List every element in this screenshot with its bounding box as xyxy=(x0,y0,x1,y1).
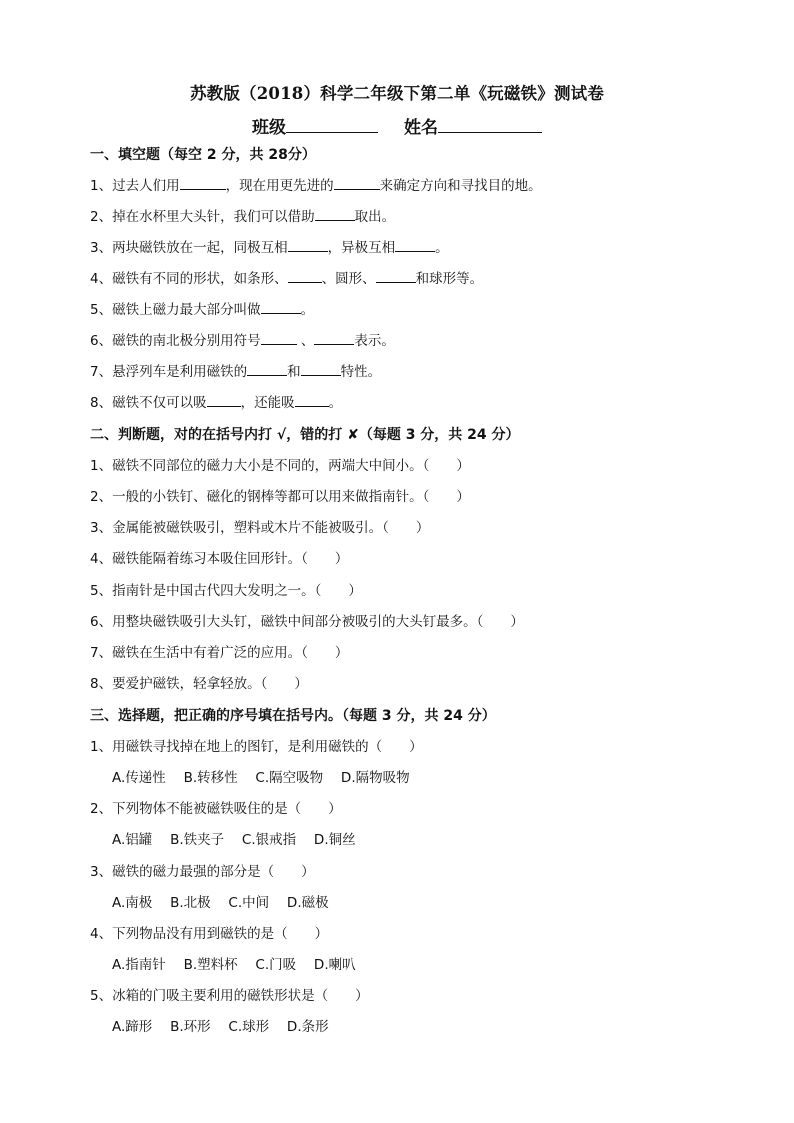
section3-heading: 三、选择题，把正确的序号填在括号内。（每题 3 分，共 24 分） xyxy=(90,708,496,724)
answer-blank xyxy=(288,239,328,252)
section1-heading: 一、填空题（每空 2 分，共 28分） xyxy=(90,147,316,163)
answer-blank xyxy=(180,177,226,190)
fill-question-8: 8、磁铁不仅可以吸 ，还能吸 。 xyxy=(90,395,343,411)
fill-question-7: 7、悬浮列车是利用磁铁的 和 特性。 xyxy=(90,364,382,380)
answer-blank xyxy=(261,301,301,314)
fill-question-1: 1、过去人们用 ，现在用更先进的 来确定方向和寻找目的地。 xyxy=(90,178,542,194)
choice-options-3: A.南极 B.北极 C.中间 D.磁极 xyxy=(112,895,329,911)
answer-blank xyxy=(295,394,329,407)
class-label: 班级 xyxy=(252,118,286,138)
fill-question-2: 2、掉在水杯里大头针，我们可以借助 取出。 xyxy=(90,209,396,225)
class-blank xyxy=(286,116,378,133)
choice-options-5: A.蹄形 B.环形 C.球形 D.条形 xyxy=(112,1019,329,1035)
answer-blank xyxy=(288,270,322,283)
answer-blank xyxy=(207,394,241,407)
fill-question-5: 5、磁铁上磁力最大部分叫做 。 xyxy=(90,302,315,318)
answer-blank xyxy=(314,332,354,345)
choice-options-4: A.指南针 B.塑料杯 C.门吸 D.喇叭 xyxy=(112,957,356,973)
fill-question-4: 4、磁铁有不同的形状，如条形、 、圆形、 和球形等。 xyxy=(90,271,484,287)
answer-blank xyxy=(376,270,416,283)
judge-question-2: 2、一般的小铁钉、磁化的钢棒等都可以用来做指南针。（ ） xyxy=(90,489,470,505)
judge-question-1: 1、磁铁不同部位的磁力大小是不同的，两端大中间小。（ ） xyxy=(90,458,470,474)
name-blank xyxy=(438,116,542,133)
judge-question-8: 8、要爱护磁铁，轻拿轻放。（ ） xyxy=(90,676,308,692)
choice-options-1: A.传递性 B.转移性 C.隔空吸物 D.隔物吸物 xyxy=(112,770,410,786)
judge-question-5: 5、指南针是中国古代四大发明之一。（ ） xyxy=(90,583,362,599)
choice-question-4: 4、下列物品没有用到磁铁的是（ ） xyxy=(90,926,329,942)
name-label: 姓名 xyxy=(404,118,438,138)
section2-heading: 二、判断题，对的在括号内打 √，错的打 ✘（每题 3 分，共 24 分） xyxy=(90,427,520,443)
fill-question-6: 6、磁铁的南北极分别用符号 、 表示。 xyxy=(90,333,395,349)
answer-blank xyxy=(261,332,297,345)
judge-question-3: 3、金属能被磁铁吸引，塑料或木片不能被吸引。（ ） xyxy=(90,520,430,536)
choice-options-2: A.铝罐 B.铁夹子 C.银戒指 D.铜丝 xyxy=(112,832,356,848)
judge-question-6: 6、用整块磁铁吸引大头钉，磁铁中间部分被吸引的大头钉最多。（ ） xyxy=(90,614,524,630)
choice-question-1: 1、用磁铁寻找掉在地上的图钉，是利用磁铁的（ ） xyxy=(90,739,423,755)
answer-blank xyxy=(301,363,341,376)
choice-question-5: 5、冰箱的门吸主要利用的磁铁形状是（ ） xyxy=(90,988,369,1004)
fill-question-3: 3、两块磁铁放在一起，同极互相 ，异极互相 。 xyxy=(90,240,449,256)
exam-title: 苏教版（2018）科学二年级下第二单《玩磁铁》测试卷 xyxy=(189,84,605,103)
answer-blank xyxy=(395,239,435,252)
judge-question-4: 4、磁铁能隔着练习本吸住回形针。（ ） xyxy=(90,551,349,567)
judge-question-7: 7、磁铁在生活中有着广泛的应用。（ ） xyxy=(90,645,349,661)
answer-blank xyxy=(315,208,355,221)
choice-question-2: 2、下列物体不能被磁铁吸住的是（ ） xyxy=(90,801,342,817)
choice-question-3: 3、磁铁的磁力最强的部分是（ ） xyxy=(90,864,315,880)
answer-blank xyxy=(247,363,287,376)
class-name-line xyxy=(0,113,794,138)
answer-blank xyxy=(334,177,380,190)
